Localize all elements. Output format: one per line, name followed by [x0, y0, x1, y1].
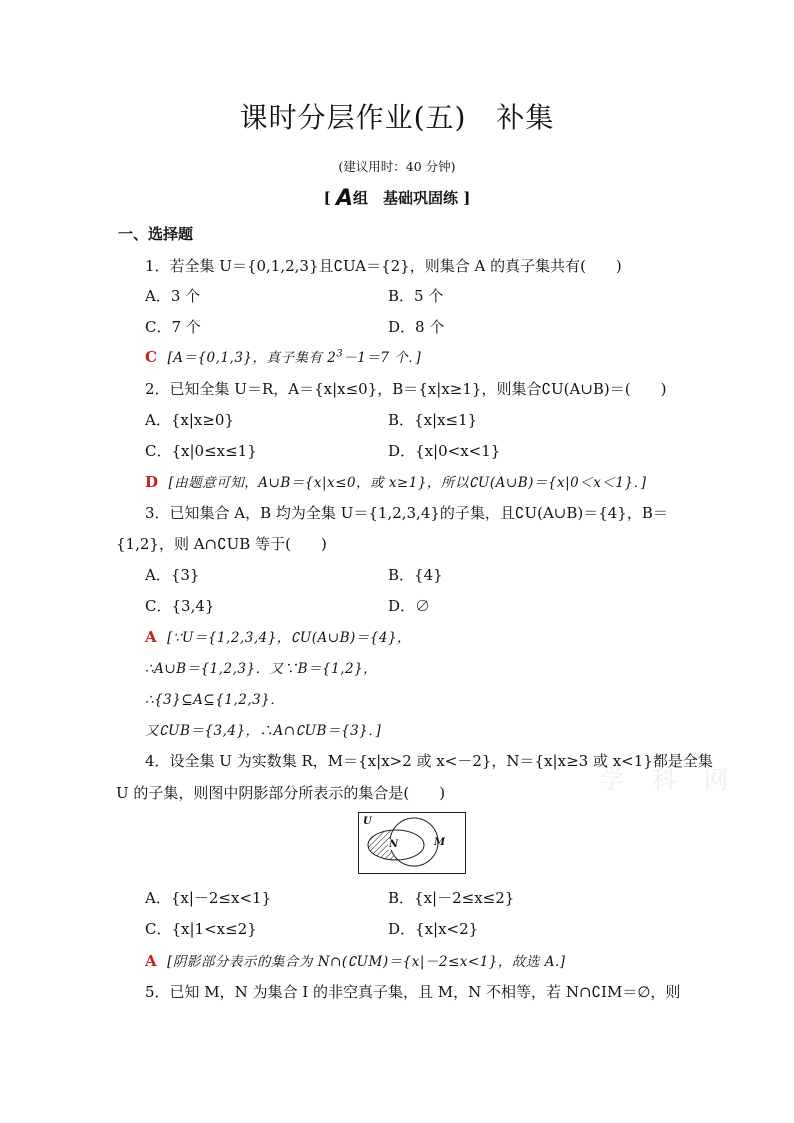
- q3-answer-letter: A: [145, 628, 158, 646]
- question-2: 2．已知全集 U＝R，A＝{x|x≤0}，B＝{x|x≥1}，则集合∁U(A∪B)＝( ): [145, 380, 667, 398]
- q2-explanation: [由题意可知，A∪B＝{x|x≤0，或 x≥1}，所以∁U(A∪B)＝{x|0＜x＜1}．]: [168, 475, 647, 491]
- q1-option-d: D．8 个: [388, 318, 445, 336]
- section-heading: 一、选择题: [118, 225, 194, 243]
- q2-answer: [145, 471, 647, 491]
- page-title: [0, 96, 794, 136]
- q2-option-d: D．{x|0<x<1}: [388, 442, 501, 460]
- q4-answer-letter: A: [145, 952, 158, 970]
- q3-explanation-4: 又∁UB＝{3,4}，∴A∩∁UB＝{3}．]: [145, 723, 382, 739]
- q2-option-c: C．{x|0≤x≤1}: [145, 442, 257, 460]
- question-4-line-2: U 的子集，则图中阴影部分所表示的集合是( ): [116, 784, 446, 802]
- q2-option-a: A．{x|x≥0}: [145, 411, 235, 429]
- q3-option-d: D．∅: [388, 597, 431, 615]
- q3-explanation-3: ∴{3}⊆A⊆{1,2,3}．: [145, 692, 285, 708]
- title-topic: 补集: [496, 101, 555, 134]
- q4-explanation: [阴影部分表示的集合为 N∩(∁UM)＝{x|－2≤x<1}，故选 A.]: [167, 954, 566, 970]
- venn-diagram: [358, 812, 466, 874]
- venn-label-n: N: [389, 839, 399, 850]
- q3-option-c: C．{3,4}: [145, 597, 215, 615]
- question-3-line-1: 3．已知集合 A，B 均为全集 U＝{1,2,3,4}的子集，且∁U(A∪B)＝{4}，B＝: [145, 504, 668, 522]
- q4-option-d: D．{x|x<2}: [388, 920, 479, 938]
- q3-option-a: A．{3}: [145, 566, 200, 584]
- group-label: 组 基础巩固练: [353, 189, 459, 207]
- q2-option-b: B．{x|x≤1}: [388, 411, 478, 429]
- q3-explanation-1: [∵U＝{1,2,3,4}，∁U(A∪B)＝{4}，: [167, 630, 412, 646]
- group-bracket-right: ]: [463, 189, 471, 207]
- q1-explanation-b: －1＝7 个．]: [343, 350, 422, 366]
- venn-label-m: M: [434, 837, 446, 848]
- venn-svg: [358, 812, 466, 874]
- q3-answer: [145, 626, 411, 646]
- q4-answer: [145, 950, 566, 970]
- q4-option-b: B．{x|－2≤x≤2}: [388, 889, 515, 907]
- question-5: 5．已知 M，N 为集合 I 的非空真子集，且 M，N 不相等，若 N∩∁IM＝∅，则: [145, 983, 681, 1001]
- group-heading: [0, 186, 794, 211]
- title-main: 课时分层作业(五): [239, 101, 467, 134]
- question-1: 1．若全集 U＝{0,1,2,3}且∁UA＝{2}，则集合 A 的真子集共有( ): [145, 257, 622, 275]
- q4-option-c: C．{x|1<x≤2}: [145, 920, 257, 938]
- q1-option-c: C．7 个: [145, 318, 201, 336]
- group-letter: A: [335, 186, 353, 211]
- q1-option-b: B．5 个: [388, 287, 444, 305]
- watermark: 学 科 网: [600, 766, 730, 794]
- q1-answer-letter: C: [145, 348, 158, 366]
- question-3-line-2: {1,2}，则 A∩∁UB 等于( ): [116, 535, 327, 553]
- q2-answer-letter: D: [145, 473, 159, 491]
- q4-option-a: A．{x|－2≤x<1}: [145, 889, 272, 907]
- question-4-line-1: 4．设全集 U 为实数集 R，M＝{x|x>2 或 x<－2}，N＝{x|x≥3 或 x<1}都是全集: [145, 752, 713, 770]
- suggested-time: (建议用时：40 分钟): [338, 159, 456, 174]
- group-bracket-left: [: [323, 189, 331, 207]
- q1-explanation-sup: 3: [336, 348, 344, 360]
- q3-explanation-2: ∴A∪B＝{1,2,3}．又∵B＝{1,2}，: [145, 661, 378, 677]
- q1-answer: [145, 346, 421, 366]
- q3-option-b: B．{4}: [388, 566, 443, 584]
- q1-option-a: A．3 个: [145, 287, 201, 305]
- venn-label-u: U: [363, 816, 372, 827]
- q1-explanation-a: [A＝{0,1,3}，真子集有 2: [167, 350, 337, 366]
